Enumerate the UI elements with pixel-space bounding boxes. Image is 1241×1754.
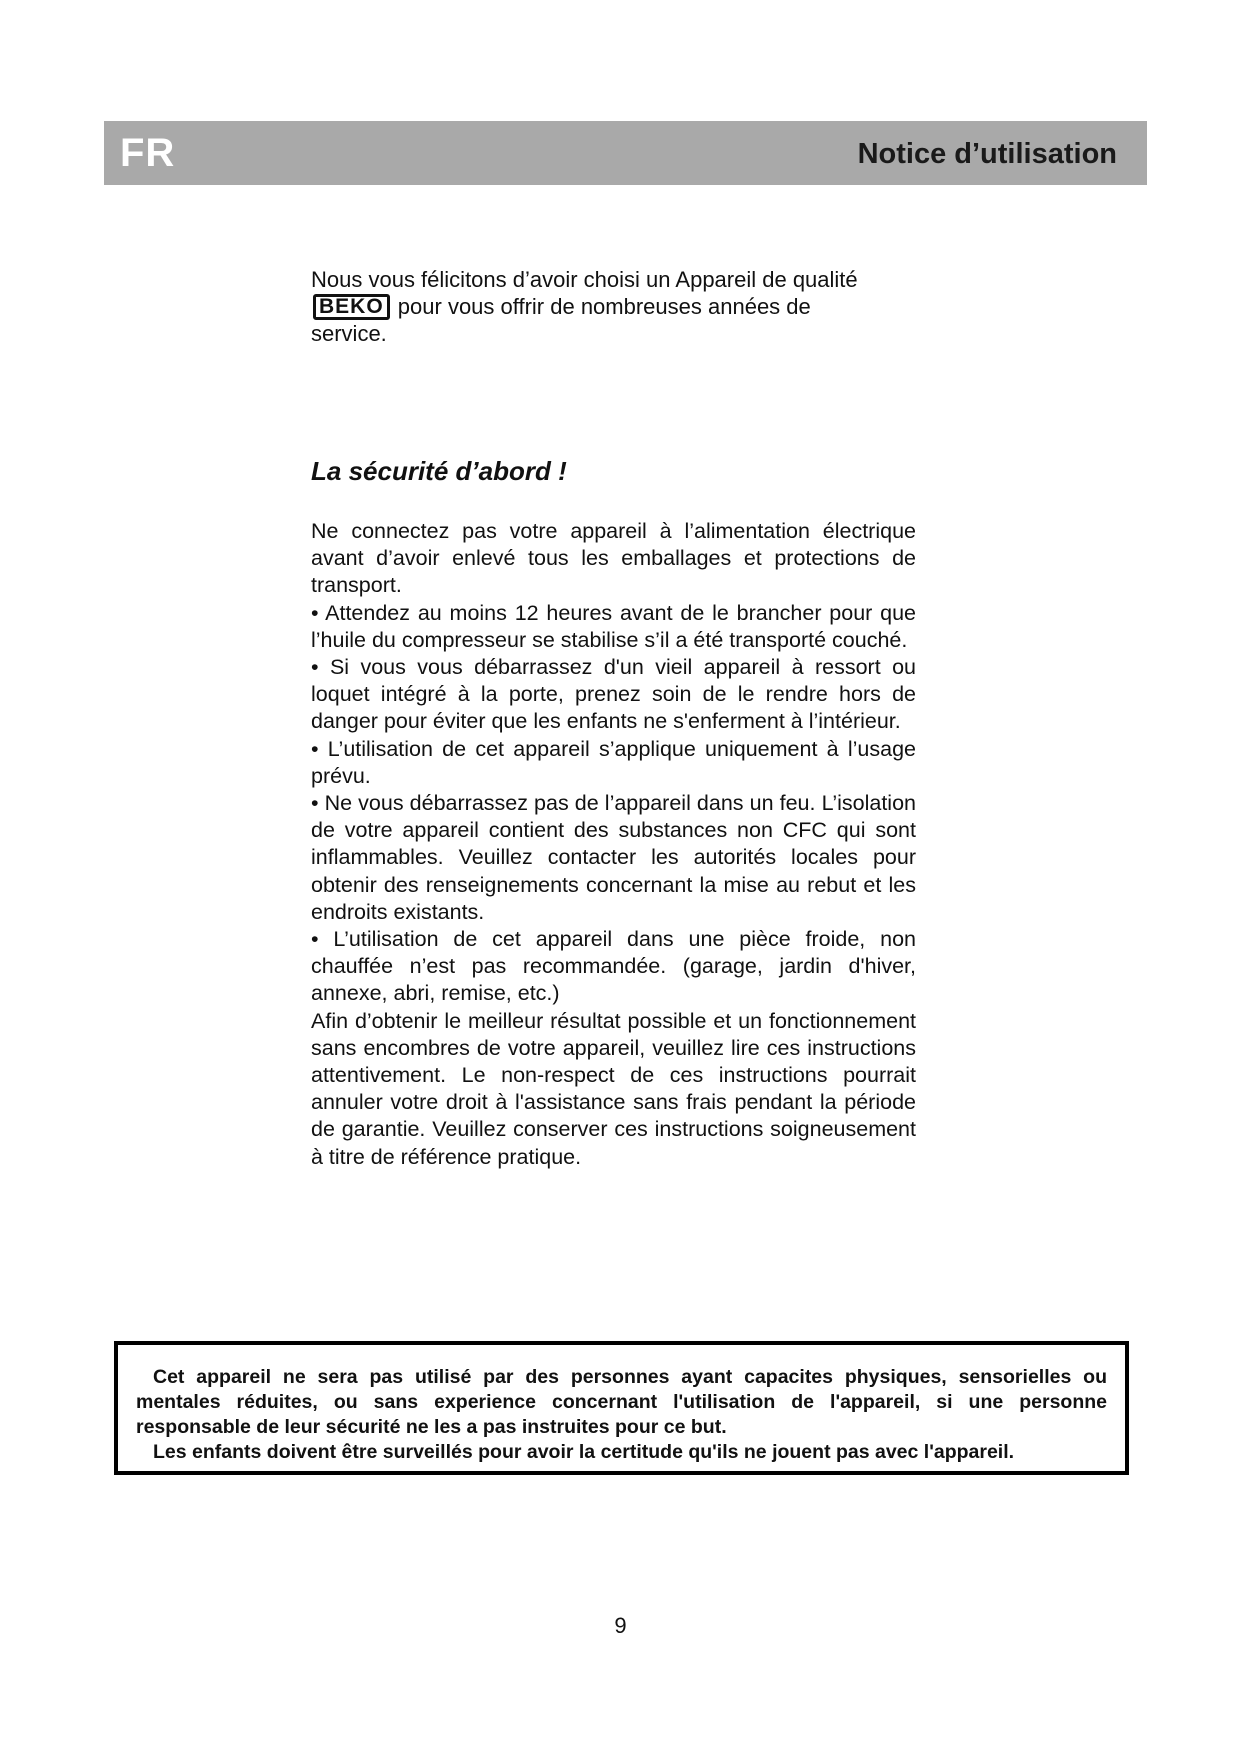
- intro-before-logo: Nous vous félicitons d’avoir choisi un Appareil de qualité: [311, 267, 858, 292]
- intro-after-logo: pour vous offrir de nombreuses années de service.: [311, 294, 811, 346]
- intro-text: [311, 266, 871, 347]
- notice-paragraph-1: Cet appareil ne sera pas utilisé par des personnes ayant capacites physiques, sensorielles ou mentales réduites, ou sans experience concernant l'utilisation de l'appareil, si une personne responsable de leur sécurité ne les a pas instruites pour ce but.: [136, 1366, 1107, 1438]
- warning-notice-box: [114, 1341, 1129, 1475]
- safety-paragraph: • L’utilisation de cet appareil dans une pièce froide, non chauffée n’est pas recommandée. (garage, jardin d'hiver, annexe, abri, remise, etc.): [311, 927, 916, 1006]
- safety-paragraph: • L’utilisation de cet appareil s’applique uniquement à l’usage prévu.: [311, 736, 916, 788]
- document-title: Notice d’utilisation: [857, 138, 1117, 170]
- safety-paragraph: • Ne vous débarrassez pas de l’appareil dans un feu. L’isolation de votre appareil contient des substances non CFC qui sont inflammables. Veuillez contacter les autorités locales pour obtenir des renseignements concernant la mise au rebut et les endroits existants.: [311, 791, 916, 924]
- safety-paragraph: Ne connectez pas votre appareil à l’alimentation électrique avant d’avoir enlevé tous les emballages et protections de transport.: [311, 519, 916, 598]
- safety-paragraph: • Attendez au moins 12 heures avant de le brancher pour que l’huile du compresseur se stabilise s’il a été transporté couché.: [311, 600, 916, 652]
- brand-logo: BEKO: [313, 294, 390, 320]
- page-number: 9: [614, 1613, 627, 1638]
- safety-paragraph: Afin d’obtenir le meilleur résultat possible et un fonctionnement sans encombres de votre appareil, veuillez lire ces instructions attentivement. Le non-respect de ces instructions pourrait annuler votre droit à l'assistance sans frais pendant la période de garantie. Veuillez conserver ces instructions soigneusement à titre de référence pratique.: [311, 1008, 916, 1169]
- safety-body: [311, 518, 916, 1171]
- language-code: FR: [120, 131, 176, 175]
- notice-paragraph-2: Les enfants doivent être surveillés pour avoir la certitude qu'ils ne jouent pas avec l'appareil.: [153, 1441, 1015, 1463]
- safety-paragraph: • Si vous vous débarrassez d'un vieil appareil à ressort ou loquet intégré à la porte, prenez soin de le rendre hors de danger pour éviter que les enfants ne s'enferment à l’intérieur.: [311, 655, 916, 734]
- header-bar: [104, 121, 1147, 185]
- safety-heading: La sécurité d’abord !: [311, 456, 567, 486]
